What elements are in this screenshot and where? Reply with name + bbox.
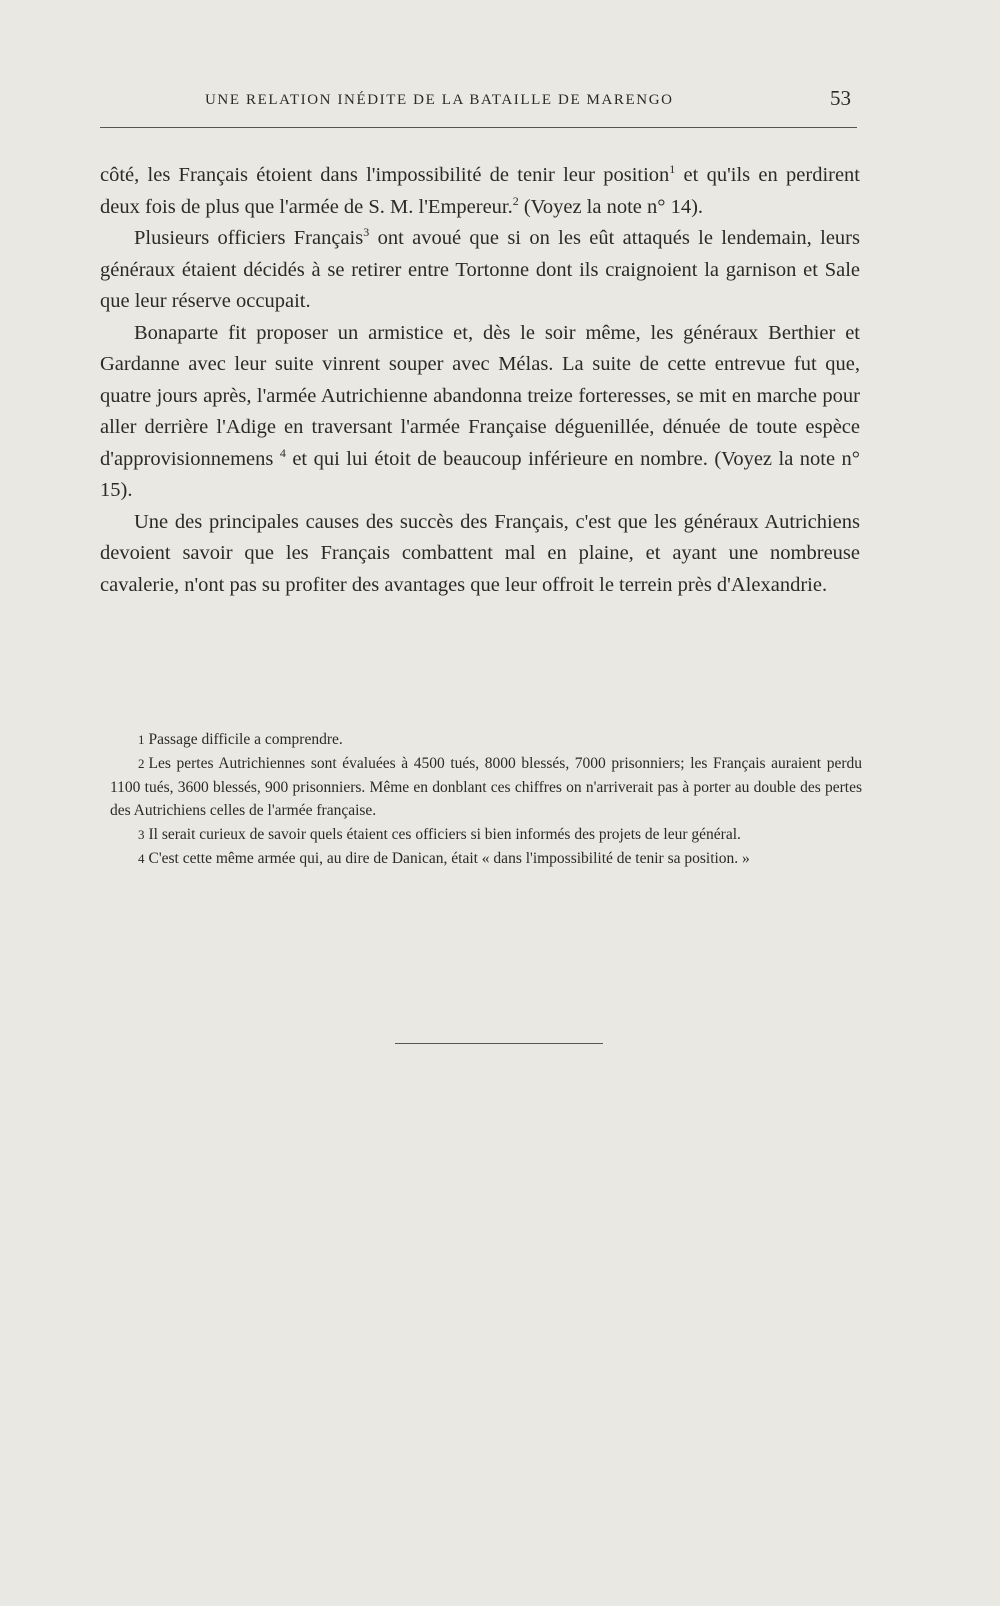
paragraph-2-text-a: Plusieurs officiers Français bbox=[134, 227, 364, 249]
footnote-ref-3: 3 bbox=[363, 225, 370, 240]
footnote-text: C'est cette même armée qui, au dire de Danican, était « dans l'impossibilité de tenir sa position. » bbox=[148, 849, 750, 867]
footnote-4 bbox=[110, 847, 862, 871]
paragraph-2 bbox=[100, 223, 860, 318]
footnote-text: Il serait curieux de savoir quels étaient ces officiers si bien informés des projets de leur général. bbox=[148, 826, 741, 844]
paragraph-1-text-c: (Voyez la note n° 14). bbox=[518, 195, 704, 218]
paragraph-1 bbox=[100, 160, 860, 223]
paragraph-1-text-b: et qu'ils en perdirent deux fois de plus que l'armée de S. M. l'Empereur. bbox=[100, 164, 861, 218]
footnote-text: Passage difficile a comprendre. bbox=[148, 731, 343, 748]
footnote-text: Les pertes Autrichiennes sont évaluées à 4500 tués, 8000 blessés, 7000 prisonniers; les Français auraient perdu 1100 tués, 3600 blessés, 900 prisonniers. Même en donblant ces chiffres on n'arriverait pas à porter au double des pertes des Autrichiens celles de l'armée française. bbox=[110, 754, 862, 820]
footnote-ref-2: 2 bbox=[512, 193, 519, 208]
footnote-ref-1: 1 bbox=[669, 162, 676, 177]
footnotes bbox=[110, 728, 862, 871]
footnote-2 bbox=[110, 752, 862, 823]
paragraph-4: Une des principales causes des succès des Français, c'est que les généraux Autrichiens devoient savoir que les Français combattent mal en plaine, et ayant une nombreuse cavalerie, n'ont pas su profiter des avantages que leur offroit le terrein près d'Alexandrie. bbox=[100, 510, 860, 596]
header-rule bbox=[100, 127, 857, 128]
footnote-mark: 2 bbox=[138, 755, 145, 771]
paragraph-3-text-a: Bonaparte fit proposer un armistice et, dès le soir même, les généraux Berthier et Gardanne avec leur suite vinrent souper avec Mélas. La suite de cette entrevue fut que, quatre jours après, l'armée Autrichienne abandonna treize forteresses, se mit en marche pour aller derrière l'Adige en traversant l'armée Française déguenillée, dénuée de toute espèce d'approvisionnemens bbox=[100, 321, 860, 470]
footnote-mark: 3 bbox=[138, 827, 145, 843]
paragraph-3 bbox=[100, 318, 860, 507]
footnote-mark: 1 bbox=[138, 732, 145, 747]
footnote-1 bbox=[110, 728, 862, 752]
paragraph-2-text-b: ont avoué que si on les eût attaqués le lendemain, leurs généraux étaient décidés à se retirer entre Tortonne dont ils craignoient la garnison et Sale que leur réserve occupait. bbox=[100, 227, 860, 312]
running-title: UNE RELATION INÉDITE DE LA BATAILLE DE MARENGO bbox=[205, 92, 674, 108]
page-number: 53 bbox=[830, 86, 851, 110]
paragraph-1-text-a: côté, les Français étoient dans l'impossibilité de tenir leur position bbox=[100, 164, 670, 186]
paragraph-3-text-b: et qui lui étoit de beaucoup inférieure en nombre. (Voyez la note n° 15). bbox=[100, 447, 861, 501]
main-text bbox=[100, 160, 860, 601]
footnote-ref-4: 4 bbox=[279, 445, 286, 460]
footnote-mark: 4 bbox=[138, 850, 145, 866]
footnote-3 bbox=[110, 823, 862, 847]
end-rule bbox=[395, 1043, 603, 1044]
